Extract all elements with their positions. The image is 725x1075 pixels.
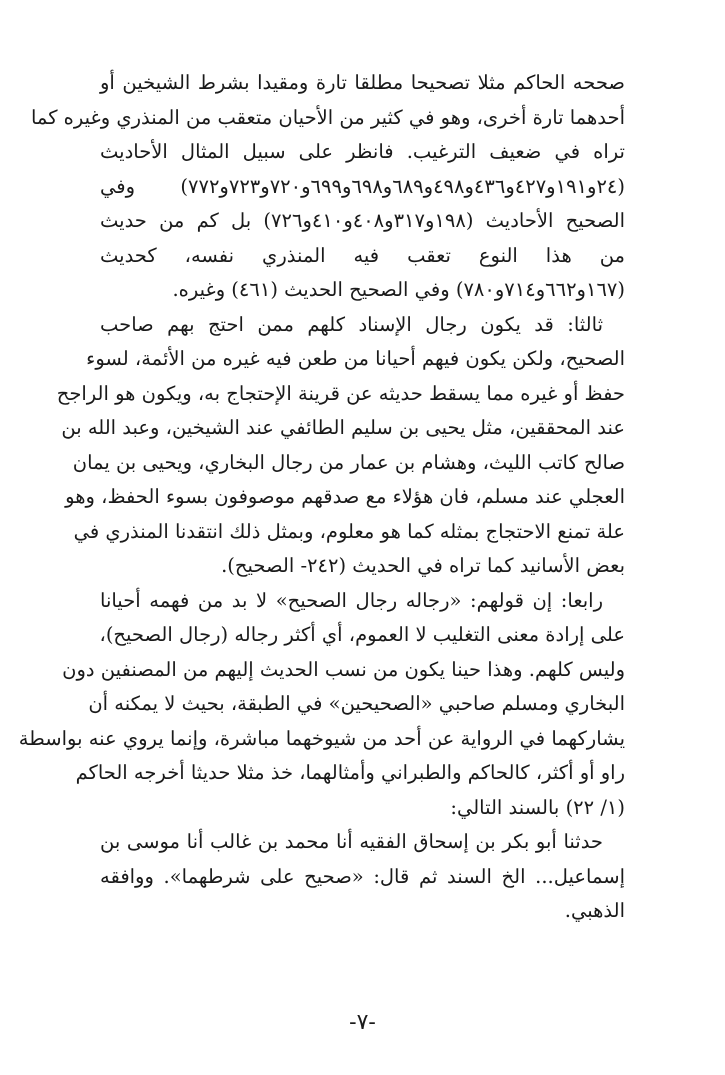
paragraph-line: صالح كاتب الليث، وهشام بن عمار من رجال البخاري، ويحيى بن يمان — [72, 450, 625, 474]
paragraph-line: بعض الأسانيد كما تراه في الحديث (٢٤٢- الصحيح). — [221, 554, 625, 577]
paragraph-4 — [100, 825, 625, 929]
paragraph-line: صححه الحاكم مثلا تصحيحا مطلقا تارة ومقيدا بشرط الشيخين أو — [100, 71, 625, 94]
paragraph-line: تراه في ضعيف الترغيب. فانظر على سبيل المثال الأحاديث — [100, 140, 625, 163]
paragraph-2 — [56, 308, 625, 584]
page-number: -٧- — [349, 1010, 376, 1035]
paragraph-line: حفظ أو غيره مما يسقط حديثه عن قرينة الإحتجاج به، ويكون هو الراجح — [56, 381, 625, 405]
paragraph-line: رابعا: إن قولهم: «رجاله رجال الصحيح» لا بد من فهمه أحيانا — [100, 588, 603, 612]
paragraph-line: (١٦٧و٦٦٢و٧١٤و٧٨٠) وفي الصحيح الحديث (٤٦١) وغيره. — [172, 278, 625, 301]
paragraph-line: ثالثا: قد يكون رجال الإسناد كلهم ممن احتج بهم صاحب — [100, 312, 603, 336]
paragraph-line: إسماعيل... الخ السند ثم قال: «صحيح على شرطهما». ووافقه — [100, 864, 625, 888]
body-text — [18, 66, 625, 929]
paragraph-line: من هذا النوع تعقب فيه المنذري نفسه، كحديث — [100, 243, 625, 267]
paragraph-line: الذهبي. — [564, 899, 625, 922]
paragraph-line: على إرادة معنى التغليب لا العموم، أي أكثر رجاله (رجال الصحيح)، — [99, 623, 625, 646]
paragraph-line: (١/ ٢٢) بالسند التالي: — [450, 795, 625, 819]
paragraph-line: راو أو أكثر، كالحاكم والطبراني وأمثالهما، خذ مثلا حديثا أخرجه الحاكم — [75, 761, 625, 784]
paragraph-line: أحدهما تارة أخرى، وهو في كثير من الأحيان متعقب من المنذري وغيره كما — [30, 105, 625, 129]
paragraph-line: عند المحققين، مثل يحيى بن سليم الطائفي عند الشيخين، وعبد الله بن — [61, 416, 625, 439]
paragraph-3 — [18, 584, 625, 826]
paragraph-line: يشاركهما في الرواية عن أحد من شيوخهما مباشرة، وإنما يروي عنه بواسطة — [18, 726, 625, 750]
paragraph-line: حدثنا أبو بكر بن إسحاق الفقيه أنا محمد بن غالب أنا موسى بن — [100, 830, 603, 853]
paragraph-line: الصحيح، ولكن يكون فيهم أحيانا من طعن فيه غيره من الأئمة، لسوء — [86, 347, 625, 370]
paragraph-1 — [30, 66, 625, 308]
paragraph-line: البخاري ومسلم صاحبي «الصحيحين» في الطبقة، بحيث لا يمكنه أن — [88, 692, 625, 715]
paragraph-line: (٢٤و١٩١و٤٢٧و٤٣٦و٤٩٨و٦٨٩و٦٩٨و٦٩٩و٧٢٠و٧٢٣و٧٧٢) وفي — [100, 174, 625, 198]
paragraph-line: علة تمنع الاحتجاج بمثله كما هو معلوم، وبمثل ذلك انتقدنا المنذري في — [73, 519, 625, 543]
paragraph-line: وليس كلهم. وهذا حينا يكون من نسب الحديث إليهم من المصنفين دون — [62, 657, 625, 681]
paragraph-line: الصحيح الأحاديث (١٩٨و٣١٧و٤٠٨و٤١٠و٧٢٦) بل كم من حديث — [100, 209, 625, 232]
paragraph-line: العجلي عند مسلم، فان هؤلاء مع صدقهم موصوفون بسوء الحفظ، وهو — [65, 485, 625, 508]
